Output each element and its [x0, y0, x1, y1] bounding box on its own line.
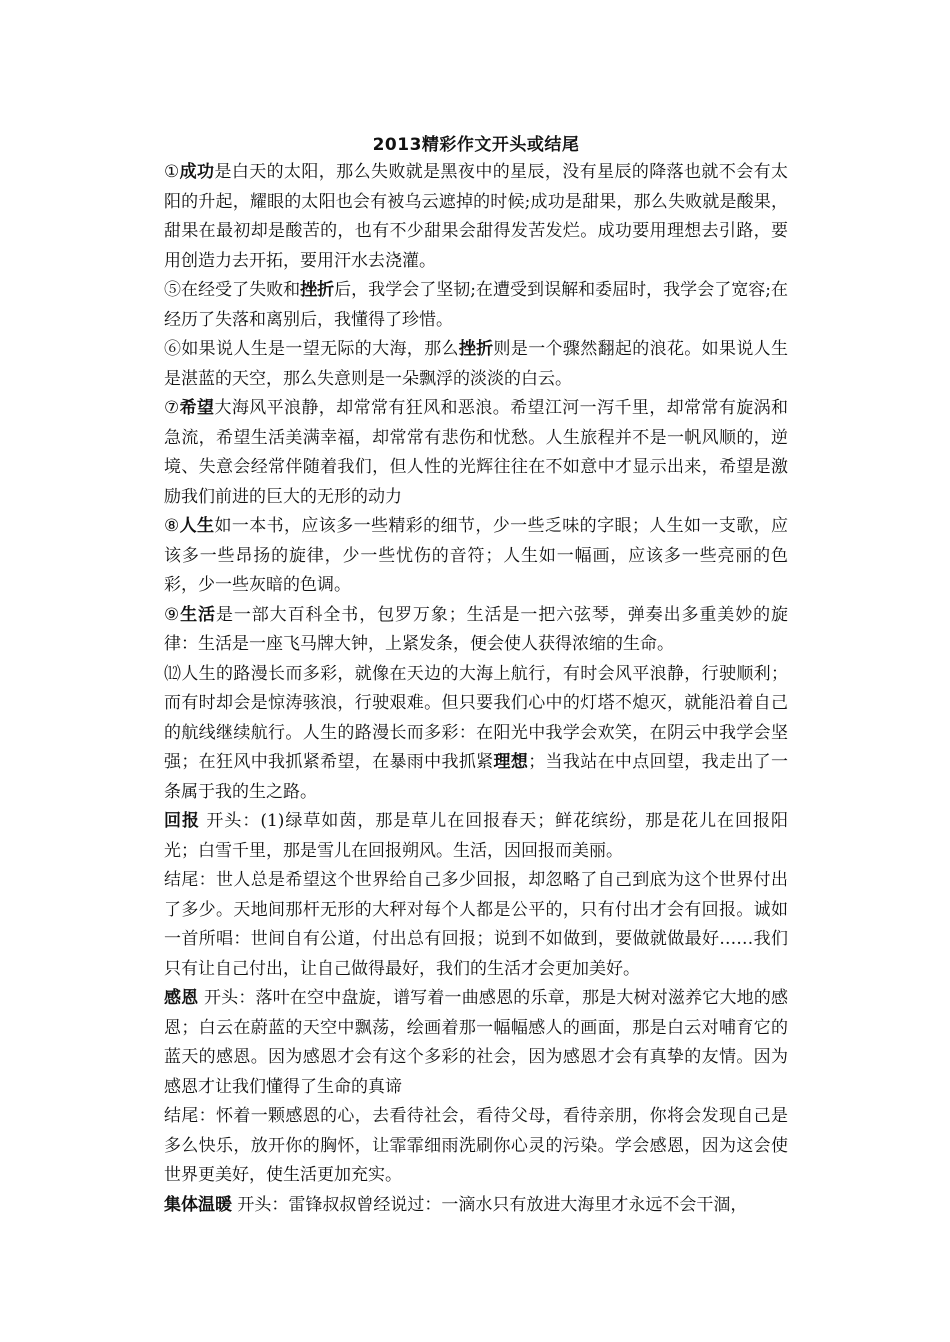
- document-body: [164, 134, 788, 1220]
- paragraph-life: [164, 512, 788, 601]
- paragraph-success: [164, 158, 788, 276]
- keyword: 挫折: [458, 339, 494, 359]
- item-marker: ⑿: [164, 663, 182, 684]
- item-marker: ⑦: [164, 398, 180, 418]
- keyword: 希望: [179, 398, 215, 418]
- keyword: 人生: [179, 516, 215, 536]
- keyword: 挫折: [300, 280, 335, 300]
- keyword: 回报: [164, 811, 200, 831]
- paragraph-gratitude-opening: [164, 984, 788, 1102]
- paragraph-text: ；当我站在中点回望，我走出了一条属于我的生之路。: [164, 752, 789, 802]
- item-marker: ⑤: [164, 280, 182, 300]
- paragraph-repay-opening: [164, 807, 788, 866]
- paragraph-hope: [164, 394, 788, 512]
- paragraph-text: 大海风平浪静，却常常有狂风和恶浪。希望江河一泻千里，却常常有旋涡和急流，希望生活美满幸福，却常常有悲伤和忧愁。人生旅程并不是一帆风顺的，逆境、失意会经常伴随着我们，但人性的光辉往往在不如意中才显示出来，希望是激励我们前进的巨大的无形的动力: [164, 398, 789, 507]
- paragraph-text-pre: 在经受了失败和: [181, 280, 301, 300]
- paragraph-text: 结尾：世人总是希望这个世界给自己多少回报，却忽略了自己到底为这个世界付出了多少。天地间那杆无形的大秤对每个人都是公平的，只有付出才会有回报。诚如一首所唱：世间自有公道，付出总有回报；说到不如做到，要做就做最好……我们只有让自己付出，让自己做得最好，我们的生活才会更加美好。: [164, 870, 788, 979]
- item-marker: ⑥: [164, 339, 182, 359]
- item-marker: ⑨: [164, 604, 181, 625]
- paragraph-repay-ending: [164, 866, 788, 984]
- item-marker: ⑧: [164, 516, 180, 536]
- paragraph-setback-2: [164, 335, 788, 394]
- paragraph-gratitude-ending: [164, 1102, 788, 1191]
- document-title: 2013精彩作文开头或结尾: [372, 135, 580, 155]
- paragraph-collective-opening: [164, 1191, 788, 1221]
- paragraph-living: [164, 601, 788, 660]
- paragraph-text: 则是一个骤然翻起的浪花。如果说人生是湛蓝的天空，那么失意则是一朵飘浮的淡淡的白云。: [164, 339, 789, 389]
- paragraph-text: 结尾：怀着一颗感恩的心，去看待社会，看待父母，看待亲朋，你将会发现自己是多么快乐，放开你的胸怀，让霏霏细雨洗刷你心灵的污染。学会感恩，因为这会使世界更美好，使生活更加充实。: [164, 1106, 788, 1185]
- keyword: 集体温暖: [164, 1194, 232, 1215]
- paragraph-text-pre: 人生的路漫长而多彩，就像在天边的大海上航行，有时会风平浪静，行驶顺利；而有时却会是惊涛骇浪，行驶艰难。但只要我们心中的灯塔不熄灭，就能沿着自己的航线继续航行。人生的路漫长而多彩：在阳光中我学会欢笑，在阴云中我学会坚强；在狂风中我抓紧希望，在暴雨中我抓紧: [164, 663, 788, 772]
- paragraph-text: 后，我学会了坚韧;在遭受到误解和委屈时，我学会了宽容;在经历了失落和离别后，我懂得了珍惜。: [164, 280, 788, 330]
- paragraph-text: 如一本书，应该多一些精彩的细节，少一些乏味的字眼；人生如一支歌，应该多一些昂扬的旋律，少一些忧伤的音符；人生如一幅画，应该多一些亮丽的色彩，少一些灰暗的色调。: [164, 516, 789, 595]
- keyword: 生活: [180, 604, 216, 625]
- paragraph-text: 开头：落叶在空中盘旋，谱写着一曲感恩的乐章，那是大树对滋养它大地的感恩；白云在蔚蓝的天空中飘荡，绘画着那一幅幅感人的画面，那是白云对哺育它的蓝天的感恩。因为感恩才会有这个多彩的社会，因为感恩才会有真挚的友情。因为感恩才让我们懂得了生命的真谛: [164, 988, 789, 1097]
- keyword: 成功: [179, 162, 215, 182]
- item-marker: ①: [164, 162, 180, 182]
- keyword: 感恩: [164, 988, 199, 1008]
- paragraph-text: 开头：(1)绿草如茵，那是草儿在回报春天；鲜花缤纷，那是花儿在回报阳光；白雪千里，那是雪儿在回报朔风。生活，因回报而美丽。: [164, 811, 789, 861]
- keyword: 理想: [493, 752, 529, 772]
- paragraph-text: 是一部大百科全书，包罗万象；生活是一把六弦琴，弹奏出多重美妙的旋律：生活是一座飞马牌大钟，上紧发条，便会使人获得浓缩的生命。: [164, 604, 789, 654]
- paragraph-text-pre: 如果说人生是一望无际的大海，那么: [181, 339, 459, 359]
- paragraph-text: 开头：雷锋叔叔曾经说过：一滴水只有放进大海里才永远不会干涸，: [232, 1194, 748, 1215]
- paragraph-life-road: [164, 660, 788, 808]
- paragraph-setback-1: [164, 276, 788, 335]
- paragraph-text: 是白天的太阳，那么失败就是黑夜中的星辰，没有星辰的降落也就不会有太阳的升起，耀眼的太阳也会有被乌云遮掉的时候;成功是甜果，那么失败就是酸果，甜果在最初却是酸苦的，也有不少甜果会甜得发苦发烂。成功要用理想去引路，要用创造力去开拓，要用汗水去浇灌。: [164, 162, 789, 271]
